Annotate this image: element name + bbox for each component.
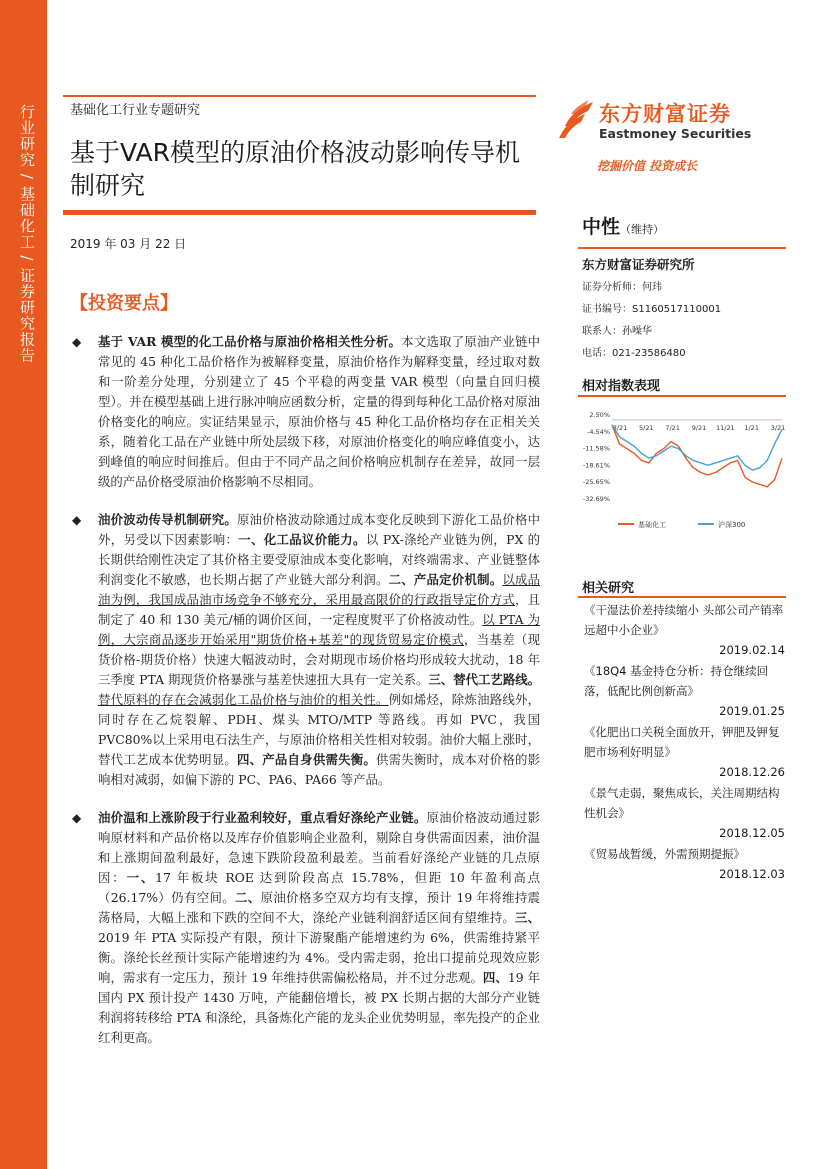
logo-english-name: Eastmoney Securities [599,126,752,141]
section-heading: 【投资要点】 [70,293,178,314]
related-item-date: 2018.12.05 [719,826,785,840]
performance-rule [578,395,786,397]
related-item-title: 《干湿法价差持续缩小 头部公司产销率远超中小企业》 [584,603,784,637]
point-text: 2019 年 PTA 实际投产有限，预计下游聚酯产能增速约为 6%，供需维持紧平衡。涤纶长丝预计实际产能增速约为 4%。受内需走弱，抢出口提前兑现效应影响，需求有一定压力，预计 19 年维持供需偏松格局，并不过分悲观。 [98,930,540,985]
point-text: 原油价格波动通过影响原材料和产品价格以及库存价值影响企业盈利，剔除自身供需面因素，油价温和上涨期间盈利最好，急速下跌阶段盈利最差。当前看好涤纶产业链的几点原因： [98,810,541,885]
x-tick-label: 7/21 [665,423,680,432]
point-text: ，且制定了 40 和 130 美元/桶的调价区间，一定程度熨平了价格波动性。 [98,592,541,627]
point-emphasis: 三、 [514,910,541,925]
related-item-date: 2019.01.25 [719,704,785,718]
related-rule [578,596,786,598]
point-emphasis: 二、 [235,890,261,905]
y-tick-label: -32.69% [582,495,610,503]
point-text: 以 PX-涤纶产业链为例，PX 的长期供给刚性决定了其价格主要受原油成本变化影响，对终端需求、产业链整体利润变化不敏感，也长期占据了产业链大部分利润。 [98,532,540,587]
rating-sub: （维持） [620,223,665,236]
institute-name: 东方财富证券研究所 [582,257,695,272]
point-emphasis: 三、替代工艺路线。 [428,672,541,687]
point-underlined: 替代原料的存在会减弱化工品价格与油价的相关性。 [98,692,389,707]
point-emphasis: 基于 VAR 模型的化工品价格与原油价格相关性分析。 [98,334,402,349]
y-tick-label: -4.54% [587,427,610,436]
rating-rule [578,247,786,249]
related-item[interactable] [584,722,785,782]
bullet-icon: ◆ [72,335,82,349]
series-line [612,425,782,487]
point-text: 原油价格多空双方均有支撑，预计 19 年将维持震荡格局，大幅上涨和下跌的空间不大，涤纶产业链利润舒适区间有望维持。 [98,890,541,925]
x-tick-label: 11/21 [715,423,735,432]
x-tick-label: 3/21 [612,423,628,432]
point-emphasis: 一、化工品议价能力。 [238,532,366,547]
related-item-title: 《化肥出口关税全面放开，钾肥及钾复肥市场利好明显》 [584,725,780,759]
related-item-title: 《景气走弱，聚焦成长，关注周期结构性机会》 [584,786,780,820]
report-date: 2019 年 03 月 22 日 [70,237,187,251]
contact-person: 联系人：孙噪华 [582,326,652,337]
logo-slogan: 挖掘价值 投资成长 [597,159,698,173]
investment-point [70,808,540,1048]
title-rule [63,210,536,215]
certificate-number: 证书编号：S1160517110001 [582,304,722,315]
point-text: ，当基差（现货价格-期货价格）快速大幅波动时，会对期现市场价格均形成较大扰动，18 年三季度 PTA 期现货价格暴涨与基差快速扭大具有一定关系。 [98,632,541,687]
point-emphasis: 油价温和上涨阶段于行业盈利较好，重点看好涤纶产业链。 [98,810,427,825]
point-text: 17 年板块 ROE 达到阶段高点 15.78%，但距 10 年盈利高点（26.17%）仍有空间。 [98,870,541,905]
y-tick-label: 2.50% [589,411,610,419]
investment-points [70,332,540,1066]
related-item-date: 2019.02.14 [719,643,785,657]
point-text: 19 年国内 PX 预计投产 1430 万吨，产能翻倍增长，被 PX 长期占据的大部分产业链利润将转移给 PTA 和涤纶，具备炼化产能的龙头企业优势明显，率先投产的企业红利更高。 [98,970,540,1045]
point-emphasis: 四、 [482,970,508,985]
related-item[interactable] [584,844,785,884]
brand-logo [555,98,760,148]
related-item[interactable] [584,783,785,843]
point-emphasis: 一、 [126,870,156,885]
x-tick-label: 1/21 [744,423,759,432]
x-tick-label: 3/21 [770,423,786,432]
point-emphasis: 二、产品定价机制。 [388,572,503,587]
related-heading: 相关研究 [582,581,635,596]
contact-phone: 电话：021-23586480 [582,348,686,359]
y-tick-label: -25.65% [582,478,610,487]
relative-performance-chart [578,406,786,536]
analyst-name: 证券分析师：何玮 [582,282,662,293]
related-item[interactable] [584,600,785,660]
point-emphasis: 四、产品自身供需失衡。 [237,752,376,767]
sidebar-text: 行业研究 / 基础化工 / 证券研究报告 [18,104,36,364]
sidebar-band [0,0,47,1169]
point-text: 供需失衡时，成本对价格的影响相对减弱，如偏下游的 PC、PA6、PA66 等产品。 [98,752,541,787]
point-underlined: 以成品油为例，我国成品油市场竞争不够充分，采用最高限价的行政指导定价方式 [98,572,541,607]
point-emphasis: 油价波动传导机制研究。 [98,512,237,527]
related-item-title: 《18Q4 基金持仓分析：持仓继续回落，低配比例创新高》 [584,664,769,698]
related-item-title: 《贸易战暂缓，外需预期提振》 [584,847,745,861]
point-text: 例如烯烃，除炼油路线外，同时存在乙烷裂解、PDH、煤头 MTO/MTP 等路线。再如 PVC，我国 PVC80%以上采用电石法生产，与原油价格相关性相对较弱。油价大幅上涨时，替代工艺成本优势明显。 [98,692,541,767]
point-text: 原油价格波动除通过成本变化反映到下游化工品价格中外，另受以下因素影响： [98,512,541,547]
investment-point [70,510,540,790]
rating [582,212,664,239]
x-tick-label: 5/21 [639,423,654,432]
logo-chinese-name: 东方财富证券 [599,102,731,126]
x-tick-label: 9/21 [691,423,707,432]
y-tick-label: -11.58% [582,444,610,453]
legend-label: 基础化工 [638,521,666,529]
header-rule [63,95,536,97]
point-text: 本文选取了原油产业链中常见的 45 种化工品价格作为被解释变量，原油价格作为解释变量，经过取对数和一阶差分处理，分别建立了 45 个平稳的两变量 VAR 模型（向量自回归模型）。并在模型基础上进行脉冲响应函数分析，定量的得到每种化工品价格对原油价格变化的响应。实证结果显示，原油价格与 45 种化工品价格均存在正相关关系，随着化工品在产业链中所处层级下移，对原油价格变化的响应峰值变小，达到峰值的响应时间推后。但由于不同产品之间价格响应机制存在差异，故同一层级的产品价格受原油价格影响不尽相同。 [98,334,540,489]
report-title: 基于VAR模型的原油价格波动影响传导机制研究 [70,138,520,200]
related-research-list [584,600,785,885]
y-tick-label: -18.61% [582,461,610,470]
related-item[interactable] [584,661,785,721]
report-series: 基础化工行业专题研究 [70,103,201,118]
related-item-date: 2018.12.03 [719,867,785,881]
bullet-icon: ◆ [72,513,82,527]
investment-point [70,332,540,492]
logo-mark-icon [555,98,597,142]
performance-heading: 相对指数表现 [582,379,661,394]
point-underlined: 以 PTA 为例，大宗商品逐步开始采用"期货价格+基差"的现货贸易定价模式 [98,612,540,647]
legend-label: 沪深300 [718,521,746,529]
rating-value: 中性 [582,216,621,238]
bullet-icon: ◆ [72,811,82,825]
related-item-date: 2018.12.26 [719,765,785,779]
